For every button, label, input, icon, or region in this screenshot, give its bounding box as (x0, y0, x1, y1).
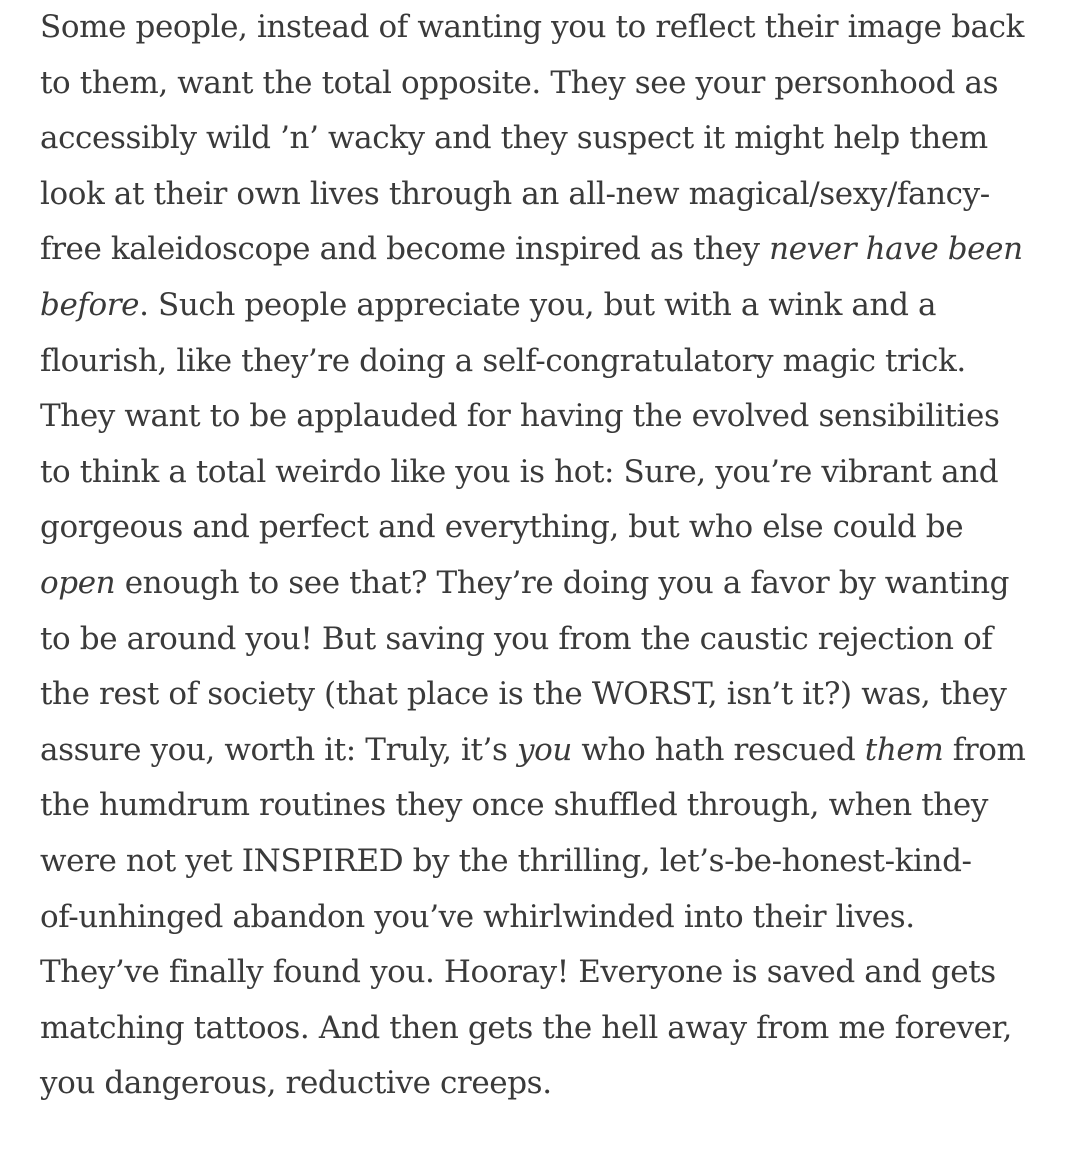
body-text: assure you, worth it: Truly, it’s (40, 731, 517, 768)
body-text: who hath rescued (571, 731, 865, 768)
body-text: to them, want the total opposite. They see your personhood as (40, 64, 999, 101)
paragraph-line (40, 945, 1050, 1001)
body-text: of-unhinged abandon you’ve whirlwinded into their lives. (40, 898, 915, 935)
paragraph-line (40, 111, 1050, 167)
body-text: you dangerous, reductive creeps. (40, 1065, 552, 1102)
body-text: They’ve finally found you. Hooray! Everyone is saved and gets (40, 954, 996, 991)
body-text: flourish, like they’re doing a self-congratulatory magic trick. (40, 342, 966, 379)
emphasis-text: never have been (769, 231, 1023, 268)
body-text: They want to be applauded for having the evolved sensibilities (40, 398, 1000, 435)
paragraph-line (40, 723, 1050, 779)
paragraph-line (40, 56, 1050, 112)
body-text: . Such people appreciate you, but with a wink and a (139, 286, 937, 323)
paragraph-line (40, 1001, 1050, 1057)
body-text: to be around you! But saving you from the caustic rejection of (40, 620, 993, 657)
body-text: the humdrum routines they once shuffled through, when they (40, 787, 988, 824)
emphasis-text: you (516, 731, 572, 768)
paragraph-line (40, 222, 1050, 278)
paragraph-line (40, 445, 1050, 501)
paragraph-line (40, 278, 1050, 334)
paragraph-line (40, 834, 1050, 890)
body-text: the rest of society (that place is the WORST, isn’t it?) was, they (40, 676, 1007, 713)
paragraph-line (40, 0, 1050, 56)
paragraph-line (40, 778, 1050, 834)
article-paragraph (40, 0, 1050, 1112)
paragraph-line (40, 556, 1050, 612)
paragraph-line (40, 612, 1050, 668)
body-text: accessibly wild ’n’ wacky and they suspect it might help them (40, 120, 988, 157)
body-text: enough to see that? They’re doing you a favor by wanting (115, 564, 1010, 601)
body-text: gorgeous and perfect and everything, but who else could be (40, 509, 964, 546)
paragraph-line (40, 500, 1050, 556)
emphasis-text: open (40, 564, 116, 601)
paragraph-line (40, 667, 1050, 723)
body-text: to think a total weirdo like you is hot: Sure, you’re vibrant and (40, 453, 999, 490)
paragraph-line (40, 1056, 1050, 1112)
paragraph-line (40, 334, 1050, 390)
emphasis-text: before (40, 286, 140, 323)
paragraph-line (40, 890, 1050, 946)
body-text: Some people, instead of wanting you to reflect their image back (40, 9, 1024, 45)
body-text: matching tattoos. And then gets the hell away from me forever, (40, 1009, 1012, 1046)
body-text: look at their own lives through an all-new magical/sexy/fancy- (40, 175, 990, 212)
body-text: were not yet INSPIRED by the thrilling, let’s-be-honest-kind- (40, 842, 972, 879)
paragraph-line (40, 167, 1050, 223)
body-text: free kaleidoscope and become inspired as they (40, 231, 770, 268)
body-text: from (943, 731, 1026, 768)
paragraph-line (40, 389, 1050, 445)
emphasis-text: them (864, 731, 944, 768)
